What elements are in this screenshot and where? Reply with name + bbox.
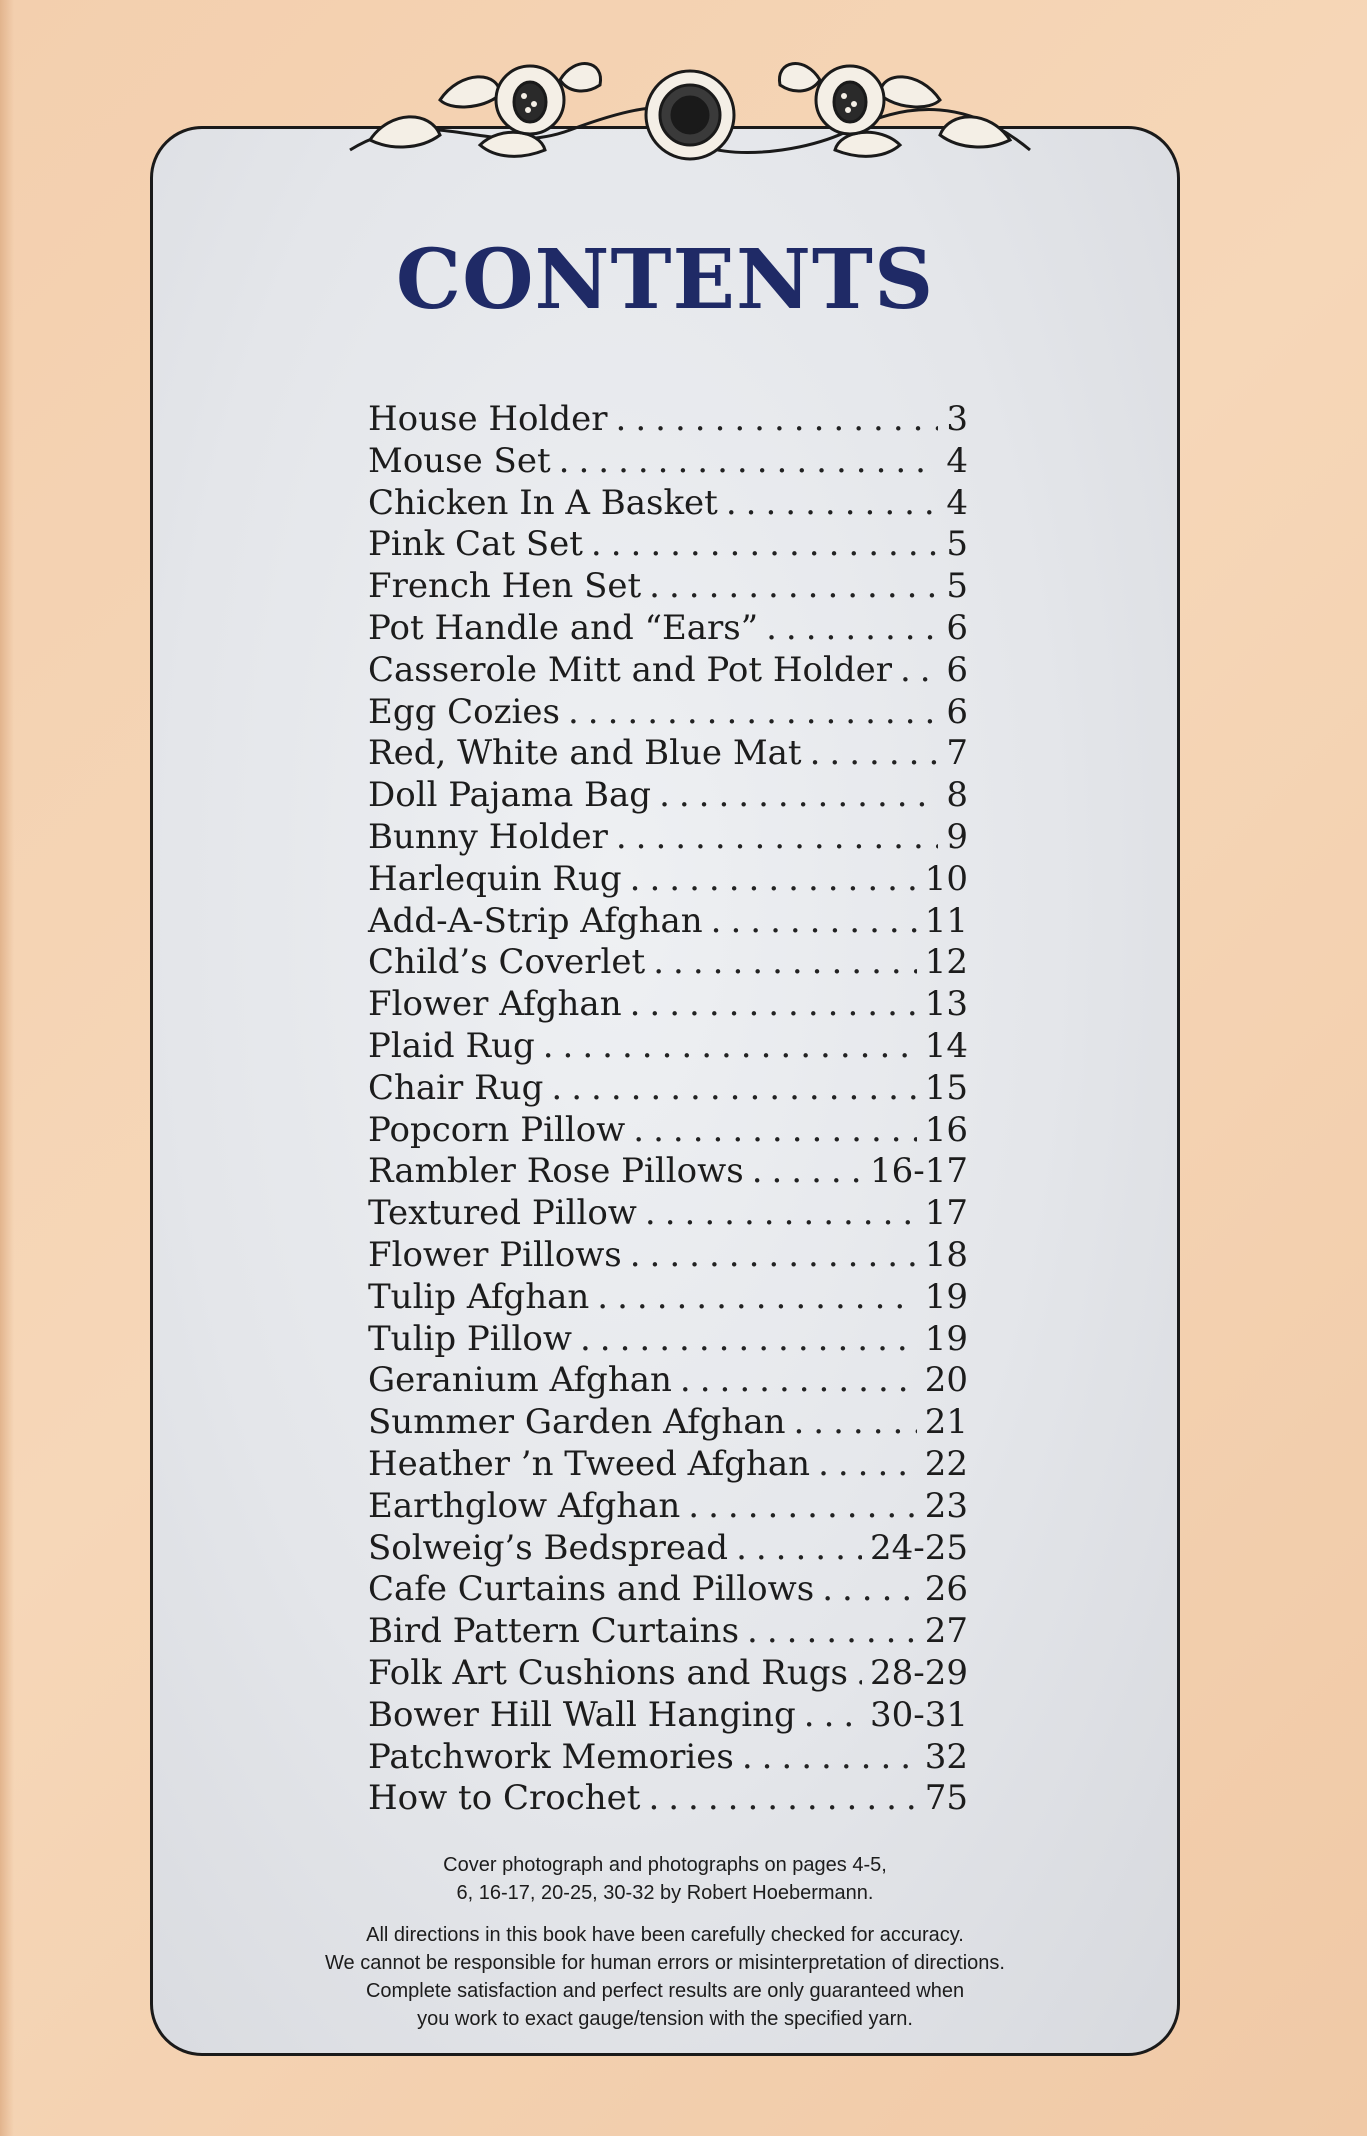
photo-credit-line: 6, 16-17, 20-25, 30-32 by Robert Hoebermann. (456, 1882, 874, 1904)
disclaimer-line: All directions in this book have been carefully checked for accuracy. (366, 1924, 964, 1946)
toc-dot-leader (804, 1695, 862, 1735)
toc-entry-page: 75 (924, 1778, 968, 1819)
toc-entry-page: 22 (924, 1443, 968, 1484)
toc-row (368, 650, 968, 692)
toc-row (368, 524, 968, 566)
toc-row (368, 1151, 968, 1193)
contents-list (368, 399, 968, 1820)
toc-entry-title: Tulip Pillow (368, 1318, 572, 1359)
toc-dot-leader (648, 1778, 916, 1818)
toc-entry-title: Solweig’s Bedspread (368, 1527, 729, 1568)
toc-entry-title: Rambler Rose Pillows (368, 1151, 744, 1192)
toc-dot-leader (810, 733, 939, 773)
toc-dot-leader (630, 984, 917, 1024)
toc-row (368, 984, 968, 1026)
toc-dot-leader (630, 859, 917, 899)
toc-dot-leader (688, 1486, 916, 1526)
toc-row (368, 942, 968, 984)
toc-row (368, 1778, 968, 1820)
toc-entry-title: How to Crochet (368, 1778, 641, 1819)
toc-row (368, 1444, 968, 1486)
contents-panel (150, 126, 1180, 2056)
photo-credit-line: Cover photograph and photographs on pages 4-5, (443, 1854, 887, 1876)
toc-row (368, 1026, 968, 1068)
toc-entry-page: 6 (946, 649, 968, 690)
toc-entry-title: Pot Handle and “Ears” (368, 607, 759, 648)
toc-row (368, 1528, 968, 1570)
toc-row (368, 1068, 968, 1110)
toc-row (368, 608, 968, 650)
toc-entry-title: Chicken In A Basket (368, 482, 718, 523)
toc-row (368, 566, 968, 608)
disclaimer-line: We cannot be responsible for human errors or misinterpretation of directions. (325, 1952, 1005, 1974)
toc-entry-title: Doll Pajama Bag (368, 775, 652, 816)
toc-entry-title: Egg Cozies (368, 691, 560, 732)
toc-entry-title: Cafe Curtains and Pillows (368, 1569, 815, 1610)
toc-row (368, 1110, 968, 1152)
toc-entry-title: Earthglow Afghan (368, 1485, 681, 1526)
toc-entry-title: Flower Afghan (368, 984, 622, 1025)
toc-dot-leader (591, 524, 938, 564)
toc-dot-leader (551, 1068, 916, 1108)
toc-dot-leader (568, 692, 938, 732)
toc-entry-title: Summer Garden Afghan (368, 1402, 786, 1443)
toc-entry-page: 13 (924, 984, 968, 1025)
toc-dot-leader (633, 1110, 916, 1150)
toc-entry-title: Plaid Rug (368, 1025, 535, 1066)
toc-entry-title: Folk Art Cushions and Rugs (368, 1652, 848, 1693)
toc-entry-title: Bird Pattern Curtains (368, 1611, 740, 1652)
toc-dot-leader (856, 1653, 862, 1693)
toc-entry-page: 16-17 (869, 1151, 968, 1192)
toc-entry-page: 11 (924, 900, 968, 941)
toc-row (368, 1486, 968, 1528)
toc-entry-page: 5 (946, 566, 968, 607)
photo-credit (153, 1851, 1177, 1907)
toc-entry-title: Geranium Afghan (368, 1360, 672, 1401)
floral-ornament-icon (330, 40, 1050, 180)
toc-entry-page: 7 (946, 733, 968, 774)
toc-entry-page: 23 (924, 1485, 968, 1526)
toc-row (368, 1360, 968, 1402)
toc-dot-leader (794, 1402, 917, 1442)
toc-row (368, 859, 968, 901)
toc-entry-page: 20 (924, 1360, 968, 1401)
toc-entry-title: Bower Hill Wall Hanging (368, 1694, 796, 1735)
toc-entry-page: 18 (924, 1234, 968, 1275)
toc-entry-page: 32 (924, 1736, 968, 1777)
toc-row (368, 1653, 968, 1695)
toc-dot-leader (726, 483, 939, 523)
toc-dot-leader (653, 942, 917, 982)
toc-entry-page: 14 (924, 1025, 968, 1066)
toc-entry-page: 8 (946, 775, 968, 816)
toc-entry-page: 28-29 (869, 1652, 968, 1693)
toc-entry-title: Harlequin Rug (368, 858, 622, 899)
toc-entry-page: 19 (924, 1276, 968, 1317)
toc-entry-title: House Holder (368, 399, 608, 439)
toc-entry-title: Tulip Afghan (368, 1276, 590, 1317)
toc-row (368, 1737, 968, 1779)
toc-dot-leader (659, 775, 938, 815)
toc-entry-page: 6 (946, 607, 968, 648)
toc-dot-leader (580, 1319, 917, 1359)
toc-entry-page: 6 (946, 691, 968, 732)
toc-entry-page: 9 (946, 816, 968, 857)
toc-row (368, 399, 968, 441)
disclaimer-notice (153, 1921, 1177, 2033)
toc-row (368, 1235, 968, 1277)
toc-entry-title: Add-A-Strip Afghan (368, 900, 703, 941)
toc-row (368, 1569, 968, 1611)
toc-dot-leader (645, 1193, 917, 1233)
toc-dot-leader (747, 1611, 917, 1651)
toc-row (368, 441, 968, 483)
toc-row (368, 692, 968, 734)
toc-entry-page: 19 (924, 1318, 968, 1359)
toc-entry-page: 12 (924, 942, 968, 983)
toc-entry-page: 17 (924, 1193, 968, 1234)
toc-row (368, 817, 968, 859)
toc-entry-page: 24-25 (869, 1527, 968, 1568)
toc-entry-title: Chair Rug (368, 1067, 544, 1108)
toc-dot-leader (616, 399, 939, 439)
toc-row (368, 1402, 968, 1444)
toc-entry-title: Red, White and Blue Mat (368, 733, 802, 774)
page-edge (0, 0, 14, 2136)
toc-entry-title: Mouse Set (368, 440, 551, 481)
toc-row (368, 775, 968, 817)
toc-entry-page: 4 (946, 440, 968, 481)
toc-row (368, 901, 968, 943)
toc-dot-leader (818, 1444, 917, 1484)
toc-dot-leader (559, 441, 939, 481)
toc-dot-leader (822, 1569, 917, 1609)
toc-entry-page: 10 (924, 858, 968, 899)
toc-dot-leader (742, 1737, 917, 1777)
toc-entry-title: Pink Cat Set (368, 524, 583, 565)
toc-dot-leader (736, 1528, 862, 1568)
toc-row (368, 1695, 968, 1737)
toc-dot-leader (900, 650, 938, 690)
toc-entry-title: Textured Pillow (368, 1193, 637, 1234)
toc-row (368, 1319, 968, 1361)
toc-dot-leader (766, 608, 938, 648)
toc-dot-leader (630, 1235, 917, 1275)
toc-entry-title: Heather ’n Tweed Afghan (368, 1443, 811, 1484)
toc-row (368, 1611, 968, 1653)
toc-entry-page: 3 (946, 399, 968, 439)
page-title: CONTENTS (395, 232, 935, 328)
toc-dot-leader (543, 1026, 917, 1066)
toc-row (368, 483, 968, 525)
toc-row (368, 1193, 968, 1235)
toc-entry-title: Patchwork Memories (368, 1736, 734, 1777)
toc-entry-title: French Hen Set (368, 566, 642, 607)
toc-dot-leader (752, 1151, 862, 1191)
toc-entry-title: Child’s Coverlet (368, 942, 646, 983)
toc-entry-page: 16 (924, 1109, 968, 1150)
toc-entry-page: 5 (946, 524, 968, 565)
toc-row (368, 1277, 968, 1319)
disclaimer-line: you work to exact gauge/tension with the specified yarn. (417, 2008, 913, 2030)
toc-entry-page: 27 (924, 1611, 968, 1652)
toc-entry-page: 4 (946, 482, 968, 523)
toc-entry-page: 26 (924, 1569, 968, 1610)
toc-entry-title: Popcorn Pillow (368, 1109, 626, 1150)
toc-dot-leader (597, 1277, 916, 1317)
disclaimer-line: Complete satisfaction and perfect results are only guaranteed when (365, 1980, 965, 2002)
toc-dot-leader (616, 817, 939, 857)
toc-entry-title: Bunny Holder (368, 816, 608, 857)
toc-row (368, 733, 968, 775)
toc-entry-page: 21 (924, 1402, 968, 1443)
toc-entry-title: Flower Pillows (368, 1234, 622, 1275)
toc-dot-leader (680, 1360, 917, 1400)
toc-entry-page: 15 (924, 1067, 968, 1108)
toc-dot-leader (711, 901, 917, 941)
toc-dot-leader (649, 566, 938, 606)
toc-entry-page: 30-31 (869, 1694, 968, 1735)
toc-entry-title: Casserole Mitt and Pot Holder (368, 649, 892, 690)
